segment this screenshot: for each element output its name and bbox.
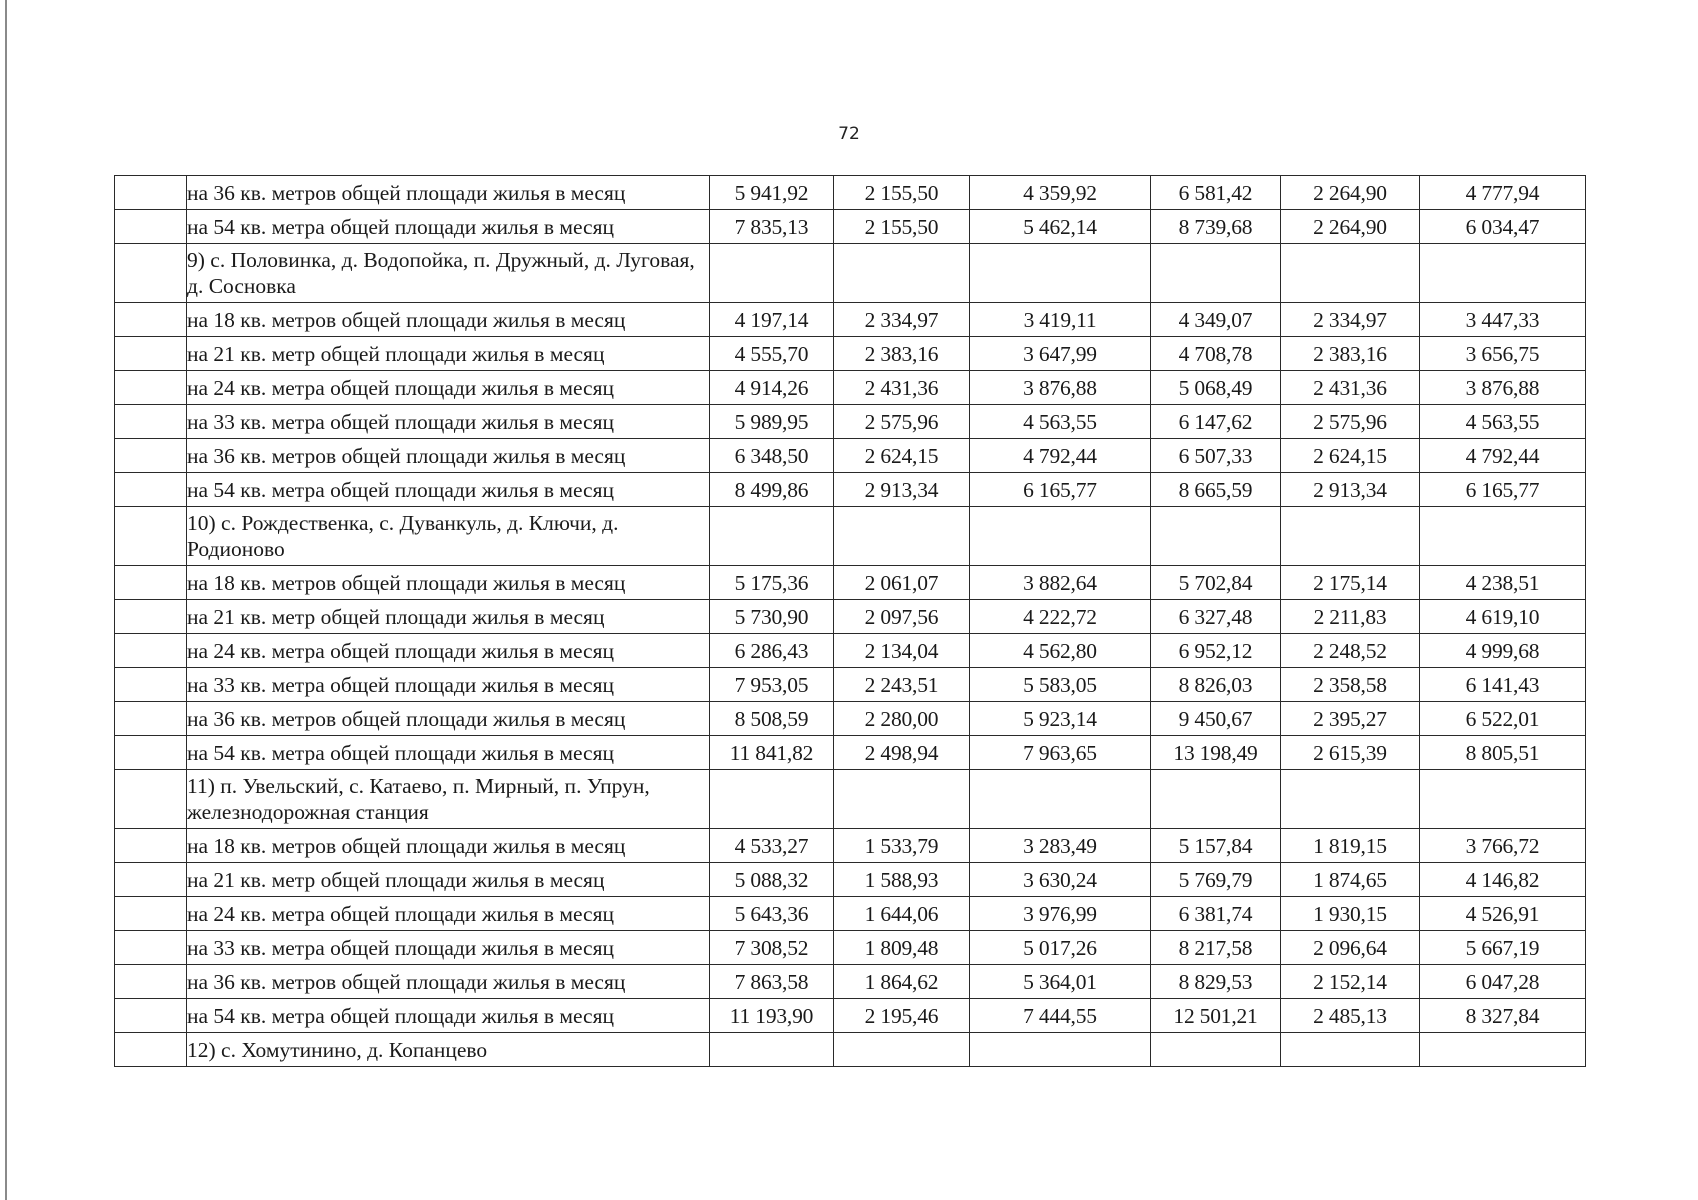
table-row bbox=[115, 931, 1586, 965]
row-description: на 54 кв. метра общей площади жилья в месяц bbox=[187, 473, 710, 507]
value-cell: 2 383,16 bbox=[1281, 337, 1420, 371]
value-cell: 2 211,83 bbox=[1281, 600, 1420, 634]
table-row bbox=[115, 668, 1586, 702]
value-cell: 7 953,05 bbox=[710, 668, 834, 702]
value-cell: 2 243,51 bbox=[834, 668, 970, 702]
value-cell: 2 358,58 bbox=[1281, 668, 1420, 702]
table-group-row bbox=[115, 244, 1586, 303]
value-cell: 3 647,99 bbox=[970, 337, 1151, 371]
value-cell: 2 155,50 bbox=[834, 210, 970, 244]
value-cell bbox=[710, 244, 834, 303]
row-description: на 24 кв. метра общей площади жилья в месяц bbox=[187, 897, 710, 931]
value-cell: 7 863,58 bbox=[710, 965, 834, 999]
value-cell: 7 963,65 bbox=[970, 736, 1151, 770]
value-cell: 2 575,96 bbox=[1281, 405, 1420, 439]
row-description: на 18 кв. метров общей площади жилья в месяц bbox=[187, 303, 710, 337]
value-cell: 3 283,49 bbox=[970, 829, 1151, 863]
value-cell bbox=[1281, 244, 1420, 303]
row-description: на 18 кв. метров общей площади жилья в месяц bbox=[187, 829, 710, 863]
value-cell bbox=[1151, 1033, 1281, 1067]
value-cell bbox=[970, 507, 1151, 566]
row-index-cell bbox=[115, 244, 187, 303]
value-cell: 4 238,51 bbox=[1420, 566, 1586, 600]
table-row bbox=[115, 405, 1586, 439]
value-cell: 2 913,34 bbox=[834, 473, 970, 507]
value-cell: 5 989,95 bbox=[710, 405, 834, 439]
row-index-cell bbox=[115, 210, 187, 244]
row-index-cell bbox=[115, 829, 187, 863]
value-cell bbox=[834, 770, 970, 829]
value-cell: 6 047,28 bbox=[1420, 965, 1586, 999]
row-description: на 54 кв. метра общей площади жилья в месяц bbox=[187, 999, 710, 1033]
value-cell: 4 349,07 bbox=[1151, 303, 1281, 337]
value-cell: 4 222,72 bbox=[970, 600, 1151, 634]
value-cell: 1 864,62 bbox=[834, 965, 970, 999]
value-cell bbox=[710, 507, 834, 566]
value-cell: 1 819,15 bbox=[1281, 829, 1420, 863]
row-index-cell bbox=[115, 600, 187, 634]
value-cell: 5 157,84 bbox=[1151, 829, 1281, 863]
value-cell: 1 588,93 bbox=[834, 863, 970, 897]
row-index-cell bbox=[115, 897, 187, 931]
value-cell: 5 941,92 bbox=[710, 176, 834, 210]
table-row bbox=[115, 999, 1586, 1033]
row-index-cell bbox=[115, 863, 187, 897]
value-cell: 9 450,67 bbox=[1151, 702, 1281, 736]
row-description: на 36 кв. метров общей площади жилья в месяц bbox=[187, 176, 710, 210]
table-row bbox=[115, 634, 1586, 668]
value-cell: 6 522,01 bbox=[1420, 702, 1586, 736]
row-description: на 24 кв. метра общей площади жилья в месяц bbox=[187, 371, 710, 405]
value-cell: 2 195,46 bbox=[834, 999, 970, 1033]
value-cell: 1 874,65 bbox=[1281, 863, 1420, 897]
table-row bbox=[115, 210, 1586, 244]
row-index-cell bbox=[115, 371, 187, 405]
table-row bbox=[115, 566, 1586, 600]
row-index-cell bbox=[115, 702, 187, 736]
value-cell: 7 444,55 bbox=[970, 999, 1151, 1033]
value-cell: 3 882,64 bbox=[970, 566, 1151, 600]
row-description: на 54 кв. метра общей площади жилья в месяц bbox=[187, 210, 710, 244]
value-cell: 4 914,26 bbox=[710, 371, 834, 405]
value-cell: 3 976,99 bbox=[970, 897, 1151, 931]
value-cell: 1 533,79 bbox=[834, 829, 970, 863]
value-cell: 11 193,90 bbox=[710, 999, 834, 1033]
value-cell: 8 826,03 bbox=[1151, 668, 1281, 702]
value-cell: 8 665,59 bbox=[1151, 473, 1281, 507]
value-cell: 2 175,14 bbox=[1281, 566, 1420, 600]
value-cell: 6 286,43 bbox=[710, 634, 834, 668]
value-cell bbox=[1151, 244, 1281, 303]
value-cell: 4 792,44 bbox=[970, 439, 1151, 473]
value-cell: 4 708,78 bbox=[1151, 337, 1281, 371]
settlement-group-title: 10) с. Рождественка, с. Дуванкуль, д. Ключи, д. Родионово bbox=[187, 507, 710, 566]
value-cell: 2 096,64 bbox=[1281, 931, 1420, 965]
row-index-cell bbox=[115, 999, 187, 1033]
value-cell: 5 017,26 bbox=[970, 931, 1151, 965]
value-cell: 5 923,14 bbox=[970, 702, 1151, 736]
value-cell: 2 334,97 bbox=[834, 303, 970, 337]
value-cell: 2 575,96 bbox=[834, 405, 970, 439]
value-cell: 4 619,10 bbox=[1420, 600, 1586, 634]
value-cell: 3 630,24 bbox=[970, 863, 1151, 897]
value-cell bbox=[1281, 770, 1420, 829]
value-cell: 4 562,80 bbox=[970, 634, 1151, 668]
row-description: на 54 кв. метра общей площади жилья в месяц bbox=[187, 736, 710, 770]
table-group-row bbox=[115, 770, 1586, 829]
value-cell: 6 165,77 bbox=[1420, 473, 1586, 507]
table-row bbox=[115, 600, 1586, 634]
row-index-cell bbox=[115, 1033, 187, 1067]
row-index-cell bbox=[115, 566, 187, 600]
value-cell: 4 777,94 bbox=[1420, 176, 1586, 210]
value-cell: 6 581,42 bbox=[1151, 176, 1281, 210]
value-cell: 8 499,86 bbox=[710, 473, 834, 507]
value-cell: 6 952,12 bbox=[1151, 634, 1281, 668]
value-cell: 8 739,68 bbox=[1151, 210, 1281, 244]
value-cell: 6 034,47 bbox=[1420, 210, 1586, 244]
value-cell bbox=[834, 507, 970, 566]
value-cell bbox=[1420, 244, 1586, 303]
value-cell: 3 447,33 bbox=[1420, 303, 1586, 337]
table-row bbox=[115, 337, 1586, 371]
row-index-cell bbox=[115, 303, 187, 337]
value-cell: 3 876,88 bbox=[970, 371, 1151, 405]
table-row bbox=[115, 965, 1586, 999]
value-cell: 4 563,55 bbox=[970, 405, 1151, 439]
value-cell: 6 165,77 bbox=[970, 473, 1151, 507]
value-cell bbox=[710, 1033, 834, 1067]
value-cell: 6 147,62 bbox=[1151, 405, 1281, 439]
value-cell: 2 395,27 bbox=[1281, 702, 1420, 736]
value-cell: 2 615,39 bbox=[1281, 736, 1420, 770]
value-cell: 2 498,94 bbox=[834, 736, 970, 770]
row-description: на 21 кв. метр общей площади жилья в месяц bbox=[187, 337, 710, 371]
value-cell: 5 088,32 bbox=[710, 863, 834, 897]
page-number: 72 bbox=[838, 124, 860, 144]
value-cell: 5 068,49 bbox=[1151, 371, 1281, 405]
value-cell: 3 876,88 bbox=[1420, 371, 1586, 405]
value-cell bbox=[1281, 507, 1420, 566]
table-row bbox=[115, 473, 1586, 507]
row-description: на 24 кв. метра общей площади жилья в месяц bbox=[187, 634, 710, 668]
row-index-cell bbox=[115, 736, 187, 770]
table-group-row bbox=[115, 1033, 1586, 1067]
row-index-cell bbox=[115, 668, 187, 702]
table-row bbox=[115, 702, 1586, 736]
value-cell: 12 501,21 bbox=[1151, 999, 1281, 1033]
value-cell: 2 913,34 bbox=[1281, 473, 1420, 507]
value-cell bbox=[1151, 507, 1281, 566]
value-cell: 2 248,52 bbox=[1281, 634, 1420, 668]
value-cell: 5 730,90 bbox=[710, 600, 834, 634]
row-description: на 36 кв. метров общей площади жилья в месяц bbox=[187, 965, 710, 999]
value-cell bbox=[1420, 1033, 1586, 1067]
value-cell: 8 829,53 bbox=[1151, 965, 1281, 999]
value-cell: 4 359,92 bbox=[970, 176, 1151, 210]
value-cell: 2 485,13 bbox=[1281, 999, 1420, 1033]
value-cell: 2 152,14 bbox=[1281, 965, 1420, 999]
row-index-cell bbox=[115, 965, 187, 999]
value-cell: 4 197,14 bbox=[710, 303, 834, 337]
value-cell bbox=[970, 770, 1151, 829]
tariff-table bbox=[114, 175, 1586, 1067]
value-cell: 6 348,50 bbox=[710, 439, 834, 473]
table-row bbox=[115, 371, 1586, 405]
table-row bbox=[115, 829, 1586, 863]
settlement-group-title: 9) с. Половинка, д. Водопойка, п. Дружный, д. Луговая, д. Сосновка bbox=[187, 244, 710, 303]
row-index-cell bbox=[115, 405, 187, 439]
value-cell: 2 431,36 bbox=[1281, 371, 1420, 405]
value-cell: 8 327,84 bbox=[1420, 999, 1586, 1033]
value-cell bbox=[1281, 1033, 1420, 1067]
value-cell: 1 809,48 bbox=[834, 931, 970, 965]
value-cell: 2 383,16 bbox=[834, 337, 970, 371]
row-description: на 33 кв. метра общей площади жилья в месяц bbox=[187, 668, 710, 702]
row-description: на 21 кв. метр общей площади жилья в месяц bbox=[187, 863, 710, 897]
value-cell: 13 198,49 bbox=[1151, 736, 1281, 770]
table-row bbox=[115, 439, 1586, 473]
value-cell: 7 308,52 bbox=[710, 931, 834, 965]
value-cell: 6 141,43 bbox=[1420, 668, 1586, 702]
row-index-cell bbox=[115, 176, 187, 210]
value-cell: 6 327,48 bbox=[1151, 600, 1281, 634]
value-cell: 5 364,01 bbox=[970, 965, 1151, 999]
value-cell: 2 264,90 bbox=[1281, 176, 1420, 210]
row-index-cell bbox=[115, 337, 187, 371]
table-group-row bbox=[115, 507, 1586, 566]
table-row bbox=[115, 176, 1586, 210]
value-cell: 3 766,72 bbox=[1420, 829, 1586, 863]
value-cell bbox=[970, 244, 1151, 303]
settlement-group-title: 11) п. Увельский, с. Катаево, п. Мирный, п. Упрун, железнодорожная станция bbox=[187, 770, 710, 829]
value-cell: 4 526,91 bbox=[1420, 897, 1586, 931]
value-cell: 4 563,55 bbox=[1420, 405, 1586, 439]
value-cell: 1 930,15 bbox=[1281, 897, 1420, 931]
value-cell: 3 419,11 bbox=[970, 303, 1151, 337]
value-cell bbox=[710, 770, 834, 829]
value-cell: 2 280,00 bbox=[834, 702, 970, 736]
table-row bbox=[115, 303, 1586, 337]
table-body bbox=[115, 176, 1586, 1067]
value-cell: 3 656,75 bbox=[1420, 337, 1586, 371]
value-cell: 2 624,15 bbox=[834, 439, 970, 473]
row-index-cell bbox=[115, 634, 187, 668]
value-cell: 5 462,14 bbox=[970, 210, 1151, 244]
row-index-cell bbox=[115, 473, 187, 507]
row-description: на 18 кв. метров общей площади жилья в месяц bbox=[187, 566, 710, 600]
value-cell: 2 097,56 bbox=[834, 600, 970, 634]
row-description: на 36 кв. метров общей площади жилья в месяц bbox=[187, 439, 710, 473]
row-index-cell bbox=[115, 770, 187, 829]
value-cell bbox=[970, 1033, 1151, 1067]
row-index-cell bbox=[115, 439, 187, 473]
value-cell: 5 175,36 bbox=[710, 566, 834, 600]
row-index-cell bbox=[115, 931, 187, 965]
row-index-cell bbox=[115, 507, 187, 566]
value-cell: 2 334,97 bbox=[1281, 303, 1420, 337]
value-cell: 4 999,68 bbox=[1420, 634, 1586, 668]
row-description: на 21 кв. метр общей площади жилья в месяц bbox=[187, 600, 710, 634]
value-cell: 5 643,36 bbox=[710, 897, 834, 931]
value-cell: 4 533,27 bbox=[710, 829, 834, 863]
row-description: на 33 кв. метра общей площади жилья в месяц bbox=[187, 405, 710, 439]
value-cell: 5 583,05 bbox=[970, 668, 1151, 702]
value-cell: 2 624,15 bbox=[1281, 439, 1420, 473]
value-cell: 5 702,84 bbox=[1151, 566, 1281, 600]
value-cell: 6 381,74 bbox=[1151, 897, 1281, 931]
value-cell bbox=[834, 244, 970, 303]
scan-left-edge bbox=[5, 0, 7, 1200]
value-cell: 2 264,90 bbox=[1281, 210, 1420, 244]
value-cell: 2 061,07 bbox=[834, 566, 970, 600]
table-row bbox=[115, 863, 1586, 897]
value-cell: 4 792,44 bbox=[1420, 439, 1586, 473]
value-cell bbox=[1420, 770, 1586, 829]
value-cell: 2 155,50 bbox=[834, 176, 970, 210]
value-cell: 4 146,82 bbox=[1420, 863, 1586, 897]
value-cell: 5 769,79 bbox=[1151, 863, 1281, 897]
row-description: на 33 кв. метра общей площади жилья в месяц bbox=[187, 931, 710, 965]
value-cell: 6 507,33 bbox=[1151, 439, 1281, 473]
value-cell: 5 667,19 bbox=[1420, 931, 1586, 965]
value-cell: 8 508,59 bbox=[710, 702, 834, 736]
value-cell: 1 644,06 bbox=[834, 897, 970, 931]
value-cell: 11 841,82 bbox=[710, 736, 834, 770]
settlement-group-title: 12) с. Хомутинино, д. Копанцево bbox=[187, 1033, 710, 1067]
value-cell: 8 217,58 bbox=[1151, 931, 1281, 965]
value-cell: 2 431,36 bbox=[834, 371, 970, 405]
value-cell: 7 835,13 bbox=[710, 210, 834, 244]
value-cell bbox=[834, 1033, 970, 1067]
value-cell bbox=[1420, 507, 1586, 566]
value-cell: 4 555,70 bbox=[710, 337, 834, 371]
table-row bbox=[115, 736, 1586, 770]
value-cell: 2 134,04 bbox=[834, 634, 970, 668]
value-cell bbox=[1151, 770, 1281, 829]
table-row bbox=[115, 897, 1586, 931]
value-cell: 8 805,51 bbox=[1420, 736, 1586, 770]
row-description: на 36 кв. метров общей площади жилья в месяц bbox=[187, 702, 710, 736]
